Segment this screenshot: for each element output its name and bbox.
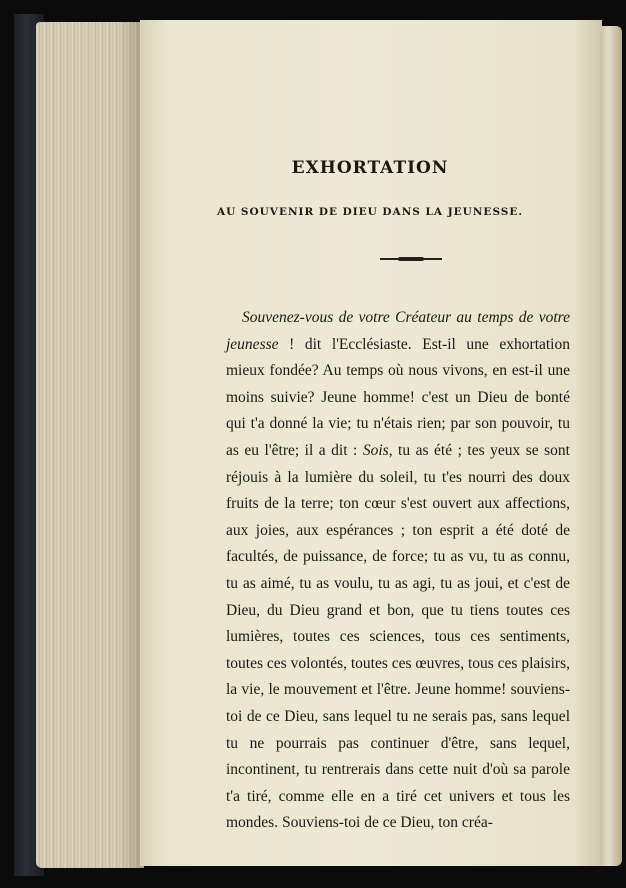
emphasis-sois: Sois: [362, 441, 389, 459]
page-title: EXHORTATION: [291, 158, 449, 178]
ornamental-rule: [380, 258, 442, 260]
body-paragraph: [226, 305, 570, 837]
page-subtitle: AU SOUVENIR DE DIEU DANS LA JEUNESSE.: [216, 206, 524, 218]
scripture-quote: Souvenez-vous de votre Créateur au temps de votre jeunesse: [226, 309, 570, 353]
paragraph: [226, 305, 570, 837]
facing-page-edge: [600, 26, 622, 866]
page-stack-edge: [36, 22, 144, 868]
body-text-2: , tu as été ; tes yeux se sont réjouis à la lumière du soleil, tu t'es nourri des doux fruits de la terre; ton cœur s'est ouvert aux affections, aux joies, aux espérances ; ton esprit a été doté de facultés, de puissance, de force; tu as vu, tu as connu, tu as aimé, tu as voulu, tu as agi, tu as joui, et c'est de Dieu, du Dieu grand et bon, que tu tiens toutes ces lumières, toutes ces sciences, tous ces sentiments, toutes ces volontés, toutes ces œuvres, tous ces plaisirs, la vie, le mouvement et l'être. Jeune homme! souviens-toi de ce Dieu, sans lequel tu ne serais pas, sans lequel tu ne pourrais pas continuer d'être, sans lequel, incontinent, tu rentrerais dans cette nuit d'où sa parole t'a tiré, comme elle en a tiré cet univers et tous les mondes. Souviens-toi de ce Dieu, ton créa-: [226, 441, 570, 832]
body-text-1: ! dit l'Ecclésiaste. Est-il une exhortation mieux fondée? Au temps où nous vivons, en est-il une moins suivie? Jeune homme! c'est un Dieu de bonté qui t'a donné la vie; tu n'étais rien; par son pouvoir, tu as eu l'être; il a dit :: [226, 335, 570, 459]
